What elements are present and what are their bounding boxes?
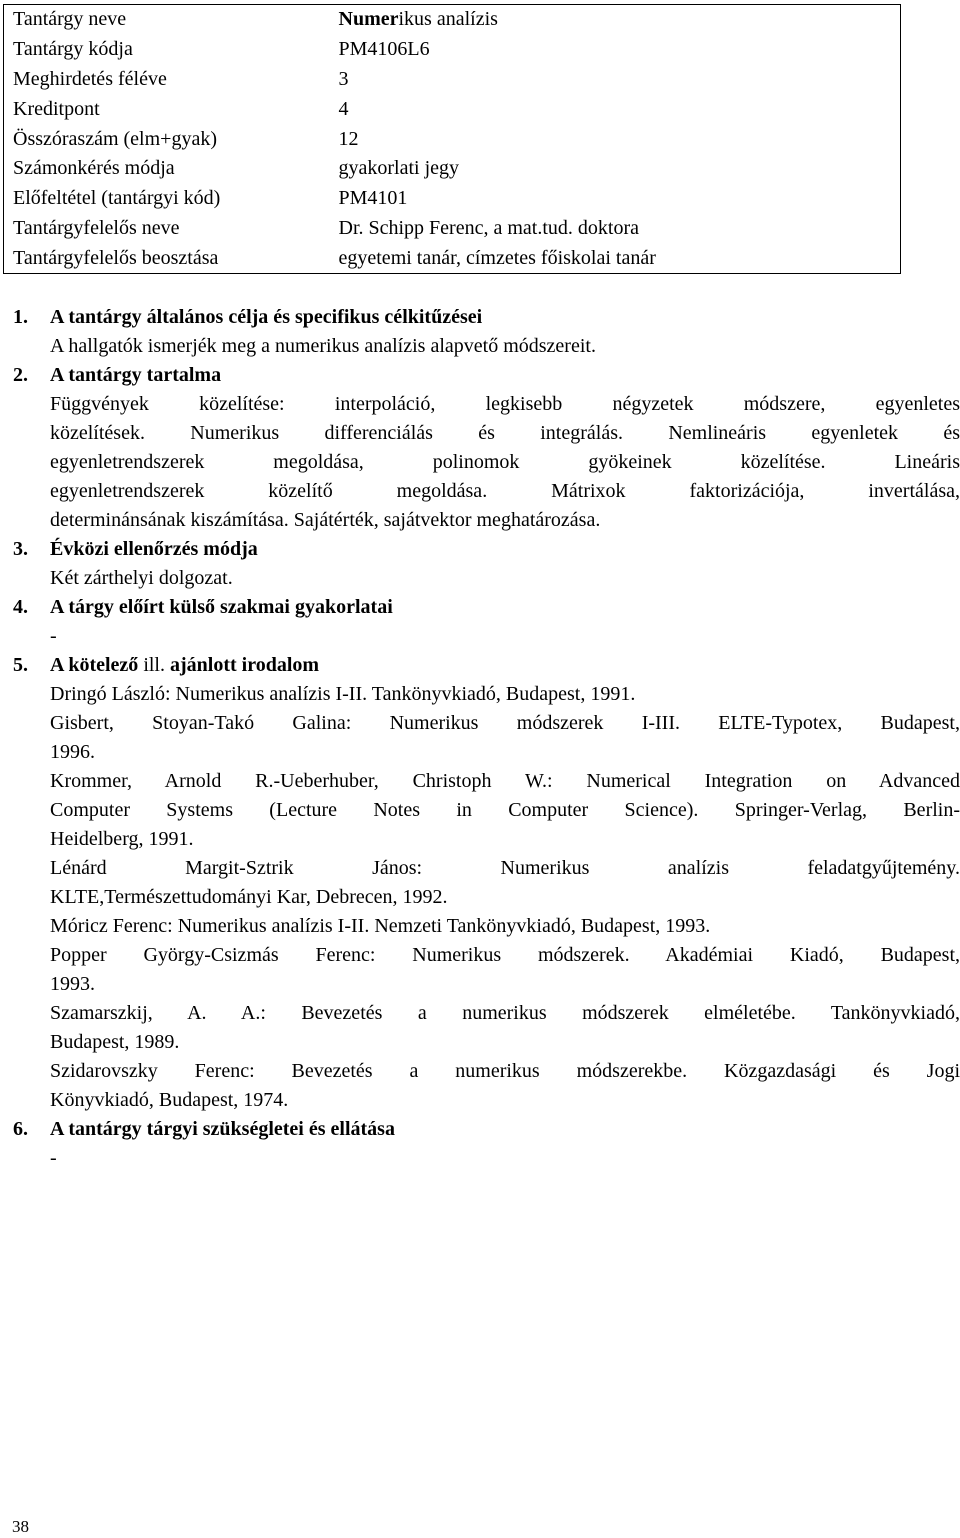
text-line: Gisbert, Stoyan-Takó Galina: Numerikus módszerek I-III. ELTE-Typotex, Budapest, [50, 712, 960, 734]
text-line: Heidelberg, 1991. [50, 828, 194, 850]
info-row-assessment [4, 154, 901, 184]
text-line: 1996. [50, 741, 95, 763]
info-label: Meghirdetés féléve [13, 67, 167, 90]
info-label: Tantárgy neve [13, 8, 127, 31]
text-line: Szamarszkij, A. A.: Bevezetés a numerikus módszerek elméletébe. Tankönyvkiadó, [50, 1002, 960, 1024]
reference-item [50, 680, 960, 709]
text-line: közelítések. Numerikus differenciálás és integrálás. Nemlineáris egyenletek és [50, 422, 960, 444]
info-row-prerequisite [4, 184, 901, 214]
section-title: A tárgy előírt külső szakmai gyakorlatai [50, 596, 393, 618]
section-1-text: A hallgatók ismerjék meg a numerikus analízis alapvető módszereit. [50, 335, 596, 357]
section-4-heading [13, 593, 960, 622]
info-label: Tantárgyfelelős neve [13, 216, 180, 239]
info-value: egyetemi tanár, címzetes főiskolai tanár [338, 246, 656, 269]
info-label: Tantárgyfelelős beosztása [13, 246, 219, 269]
section-3-heading [13, 535, 960, 564]
text-line: Krommer, Arnold R.-Ueberhuber, Christoph W.: Numerical Integration on Advanced [50, 770, 960, 792]
text-line: Dringó László: Numerikus analízis I-II. Tankönyvkiadó, Budapest, 1991. [50, 683, 636, 705]
info-value-rest: ikus analízis [398, 8, 498, 31]
text-line: Könyvkiadó, Budapest, 1974. [50, 1089, 289, 1111]
text-line: Lénárd Margit-Sztrik János: Numerikus analízis feladatgyűjtemény. [50, 857, 960, 879]
info-row-responsible-position [4, 243, 901, 273]
section-number: 5. [13, 654, 28, 676]
text-line: determinánsának kiszámítása. Sajátérték, sajátvektor meghatározása. [50, 509, 601, 531]
info-value: 3 [338, 67, 349, 90]
info-value [339, 5, 901, 35]
info-value: gyakorlati jegy [338, 157, 460, 180]
info-value: 4 [338, 97, 349, 120]
section-1-heading [13, 303, 960, 332]
text-line: 1993. [50, 973, 95, 995]
page-number: 38 [12, 1517, 29, 1536]
text-line: Computer Systems (Lecture Notes in Computer Science). Springer-Verlag, Berlin- [50, 799, 960, 821]
section-5-heading [13, 651, 960, 680]
info-row-responsible-name [4, 214, 901, 244]
section-number: 4. [13, 596, 28, 618]
section-number: 1. [13, 306, 28, 328]
text-line: Móricz Ferenc: Numerikus analízis I-II. Nemzeti Tankönyvkiadó, Budapest, 1993. [50, 915, 711, 937]
section-title: Évközi ellenőrzés módja [50, 538, 258, 560]
section-number: 2. [13, 364, 28, 386]
text-line: egyenletrendszerek megoldása, polinomok gyökeinek közelítése. Lineáris [50, 451, 960, 473]
section-2-heading [13, 361, 960, 390]
info-row-total-hours [4, 124, 901, 154]
section-title: A tantárgy tartalma [50, 364, 222, 386]
info-row-credits [4, 94, 901, 124]
section-6-heading [13, 1115, 960, 1144]
info-row-subject-name [4, 5, 901, 35]
reference-list [50, 680, 960, 1115]
info-label: Összóraszám (elm+gyak) [13, 127, 217, 150]
reference-item [50, 709, 960, 767]
reference-item [50, 941, 960, 999]
info-value: Dr. Schipp Ferenc, a mat.tud. doktora [338, 216, 639, 239]
section-3-text: Két zárthelyi dolgozat. [50, 567, 233, 589]
info-label: Előfeltétel (tantárgyi kód) [13, 187, 221, 210]
info-row-semester [4, 65, 901, 95]
section-number: 6. [13, 1118, 28, 1140]
text-line: KLTE,Természettudományi Kar, Debrecen, 1992. [50, 886, 448, 908]
text-line: Budapest, 1989. [50, 1031, 180, 1053]
section-title: A tantárgy általános célja és specifikus célkitűzései [50, 306, 483, 328]
course-info-table [3, 4, 901, 274]
section-title-part: ajánlott irodalom [169, 654, 320, 676]
info-value-bold-part: Numer [338, 8, 399, 31]
info-value: 12 [338, 127, 359, 150]
text-line: Szidarovszky Ferenc: Bevezetés a numerikus módszerekbe. Közgazdasági és Jogi [50, 1060, 960, 1082]
info-value: PM4101 [338, 187, 408, 210]
section-number: 3. [13, 538, 28, 560]
section-title-part: A kötelező [50, 654, 139, 676]
text-line: Popper György-Csizmás Ferenc: Numerikus módszerek. Akadémiai Kiadó, Budapest, [50, 944, 960, 966]
text-line: egyenletrendszerek közelítő megoldása. Mátrixok faktorizációja, invertálása, [50, 480, 960, 502]
syllabus-content [13, 303, 960, 1173]
reference-item [50, 912, 960, 941]
reference-item [50, 767, 960, 854]
reference-item [50, 854, 960, 912]
info-label: Számonkérés módja [13, 157, 175, 180]
info-row-subject-code [4, 35, 901, 65]
text-line: Függvények közelítése: interpoláció, legkisebb négyzetek módszere, egyenletes [50, 393, 960, 415]
section-title-part: ill. [138, 654, 170, 676]
reference-item [50, 1057, 960, 1115]
section-4-text: - [50, 625, 57, 647]
section-title: A tantárgy tárgyi szükségletei és ellátása [50, 1118, 395, 1140]
info-label: Kreditpont [13, 97, 100, 120]
section-6-text: - [50, 1147, 57, 1169]
info-label: Tantárgy kódja [13, 38, 133, 61]
section-2-text [50, 390, 960, 535]
info-value: PM4106L6 [338, 38, 430, 61]
reference-item [50, 999, 960, 1057]
